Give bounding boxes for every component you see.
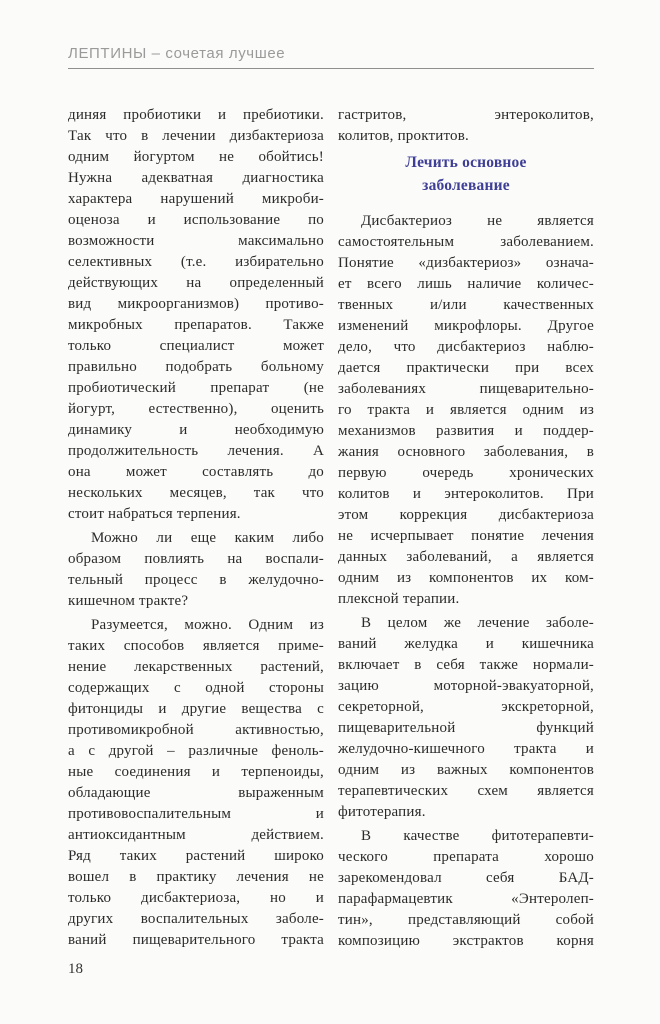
text-line: первую очередь хронических [338,465,594,481]
text-line: продолжительность лечения. А [68,443,324,459]
heading-line: Лечить основное [405,154,527,171]
text-line: образом повлиять на воспали- [68,551,324,567]
paragraph [338,826,594,952]
text-line: Ряд таких растений широко [68,848,324,864]
text-line: противовоспалительным и [68,806,324,822]
text-line: пробиотический препарат (не [68,380,324,396]
running-header: ЛЕПТИНЫ – сочетая лучшее [68,45,286,62]
text-line: тин», представляющий собой [338,912,594,928]
paragraph [338,105,594,147]
text-line: антиоксидантным действием. [68,827,324,843]
text-line: ческого препарата хорошо [338,849,594,865]
text-line: терапевтических схем является [338,783,594,799]
text-line: зарекомендовал себя БАД- [338,870,594,886]
text-line: В целом же лечение заболе- [361,615,594,631]
text-line: не исчерпывает понятие лечения [338,528,594,544]
text-line: Нужна адекватная диагностика [68,170,324,186]
paragraph [68,105,324,525]
text-line: пищеварительной функций [338,720,594,736]
text-line: изменений микрофлоры. Другое [338,318,594,334]
text-line: механизмов развития и поддер- [338,423,594,439]
paragraph [338,211,594,610]
text-line: плексной терапии. [338,591,460,607]
text-line: диняя пробиотики и пребиотики. [68,107,324,123]
text-line: тельный процесс в желудочно- [68,572,324,588]
paragraph [338,613,594,823]
text-line: ваний желудка и кишечника [338,636,594,652]
text-line: нение лекарственных растений, [68,659,324,675]
text-line: колитов и энтероколитов. При [338,486,594,502]
text-line: стоит набраться терпения. [68,506,241,522]
text-line: одним из компонентов их ком- [338,570,594,586]
text-line: кишечном тракте? [68,593,189,609]
text-line: действующих на определенный [68,275,324,291]
text-line: селективных (т.е. избирательно [68,254,324,270]
text-line: противомикробной активностью, [68,722,324,738]
column-right [338,105,594,952]
text-line: дело, что дисбактериоз наблю- [338,339,594,355]
page-number: 18 [68,961,83,977]
text-line: Можно ли еще каким либо [91,530,324,546]
text-line: вид микроорганизмов) противо- [68,296,324,312]
text-line: содержащих с одной стороны [68,680,324,696]
text-line: возможности максимально [68,233,324,249]
text-line: фитотерапия. [338,804,426,820]
text-line: Дисбактериоз не является [361,213,594,229]
text-line: динамику и необходимую [68,422,324,438]
text-line: желудочно-кишечного тракта и [338,741,594,757]
text-line: нескольких месяцев, так что [68,485,324,501]
column-left [68,105,324,952]
text-line: Так что в лечении дизбактериоза [68,128,324,144]
text-line: ваний пищеварительного тракта [68,932,324,948]
section-heading [338,151,594,197]
text-line: ет всего лишь наличие количес- [338,276,594,292]
text-line: ные соединения и терпеноиды, [68,764,324,780]
text-line: одним йогуртом не обойтись! [68,149,324,165]
text-line: парафармацевтик «Энтеролеп- [338,891,594,907]
text-line: одним из важных компонентов [338,762,594,778]
text-line: этом коррекция дисбактериоза [338,507,594,523]
text-line: других воспалительных заболе- [68,911,324,927]
text-line: колитов, проктитов. [338,128,469,144]
text-line: а с другой – различные феноль- [68,743,324,759]
text-line: секреторной, экскреторной, [338,699,594,715]
text-line: обладающие выраженным [68,785,324,801]
text-line: заболеваниях пищеварительно- [338,381,594,397]
text-line: фитонциды и другие вещества с [68,701,324,717]
text-line: включает в себя также нормали- [338,657,594,673]
text-line: оценоза и использование по [68,212,324,228]
text-line: Понятие «дизбактериоз» означа- [338,255,594,271]
text-line: гастритов, энтероколитов, [338,107,594,123]
text-line: микробных препаратов. Также [68,317,324,333]
text-line: йогурт, естественно), оценить [68,401,324,417]
paragraph [68,528,324,612]
text-line: дается практически при всех [338,360,594,376]
text-line: зацию моторной-эвакуаторной, [338,678,594,694]
text-line: композицию экстрактов корня [338,933,594,949]
text-line: только специалист может [68,338,324,354]
text-line: данных заболеваний, а является [338,549,594,565]
text-line: таких способов является приме- [68,638,324,654]
text-line: твенных и/или качественных [338,297,594,313]
text-line: Разумеется, можно. Одним из [91,617,324,633]
paragraph [68,615,324,951]
text-line: го тракта и является одним из [338,402,594,418]
text-line: В качестве фитотерапевти- [361,828,594,844]
text-line: правильно подобрать больному [68,359,324,375]
text-line: жания основного заболевания, в [338,444,594,460]
header-rule [68,68,594,69]
heading-line: заболевание [422,177,510,194]
text-line: только дисбактериоза, но и [68,890,324,906]
text-line: самостоятельным заболеванием. [338,234,594,250]
text-line: вошел в практику лечения не [68,869,324,885]
text-line: характера нарушений микроби- [68,191,324,207]
text-line: она может составлять до [68,464,324,480]
text-columns [68,105,594,952]
